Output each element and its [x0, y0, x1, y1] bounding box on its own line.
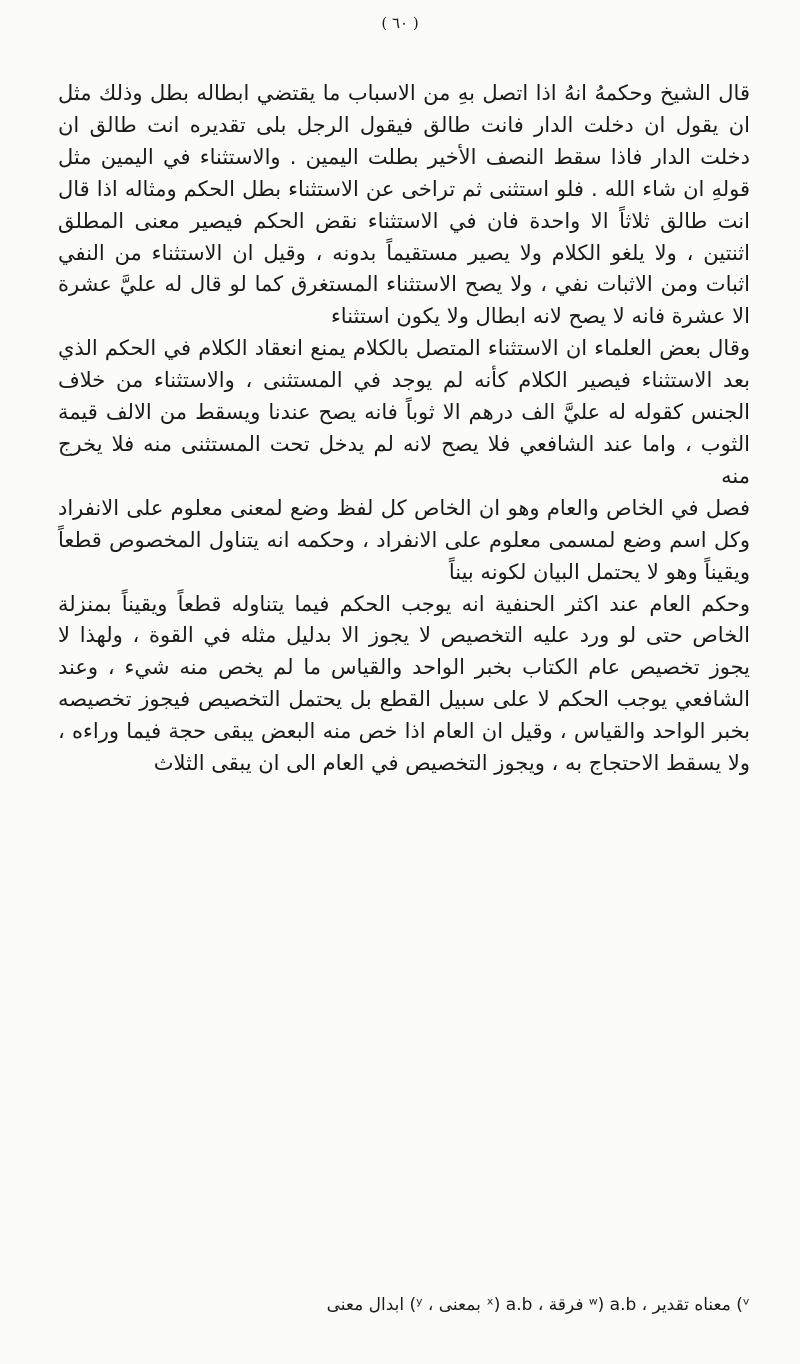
page-number: ( ٦٠ ) [381, 14, 419, 32]
paragraph: قال الشيخ وحكمهُ انهُ اذا اتصل بهِ من الاسباب ما يقتضي ابطاله بطل وذلك مثل ان يقول ان دخلت الدار فانت طالق فيقول الرجل بلى تقديره انت طالق ان دخلت الدار فاذا سقط النصف الأخير بطلت اليمين . والاستثناء في اليمين مثل قولهِ ان شاء الله . فلو استثنى ثم تراخى عن الاستثناء بطل الحكم ومثاله اذا قال انت طالق ثلاثاً الا واحدة فان في الاستثناء نقض الحكم فيصير معنى المطلق اثنتين ، ولا يلغو الكلام ولا يصير مستقيماً بدونه ، وقيل ان الاستثناء من النفي اثبات ومن الاثبات نفي ، ولا يصح الاستثناء المستغرق كما لو قال له عليَّ عشرة الا عشرة فانه لا يصح لانه ابطال ولا يكون استثناء [58, 81, 750, 329]
footnotes: ᵛ) معناه تقدير ، ʷ) a.b فرقة ، ˣ) a.b بمعنى ، ʸ) ابدال معنى [326, 1295, 750, 1315]
paragraph: وقال بعض العلماء ان الاستثناء المتصل بالكلام يمنع انعقاد الكلام في الحكم الذي بعد الاستثناء فيصير الكلام كأنه لم يوجد في المستثنى ، والاستثناء من خلاف الجنس كقوله له عليَّ الف درهم الا ثوباً فانه يصح عندنا ويسقط من الالف قيمة الثوب ، واما عند الشافعي فلا يصح لانه لم يدخل تحت المستثنى منه فلا يخرج منه [58, 336, 750, 488]
paragraph: فصل في الخاص والعام وهو ان الخاص كل لفظ وضع لمعنى معلوم على الانفراد وكل اسم وضع لمسمى معلوم على الانفراد ، وحكمه انه يتناول المخصوص قطعاً ويقيناً وهو لا يحتمل البيان لكونه بيناً [58, 495, 750, 584]
body-text [58, 78, 750, 780]
paragraph: وحكم العام عند اكثر الحنفية انه يوجب الحكم فيما يتناوله قطعاً ويقيناً بمنزلة الخاص حتى لو ورد عليه التخصيص لا يجوز الا بدليل مثله في القوة ، ولهذا لا يجوز تخصيص عام الكتاب بخبر الواحد والقياس ما لم يخص منه شيء ، وعند الشافعي يوجب الحكم لا على سبيل القطع بل يحتمل التخصيص فيجوز تخصيصه بخبر الواحد والقياس ، وقيل ان العام اذا خص منه البعض يبقى حجة فيما وراءه ، ولا يسقط الاحتجاج به ، ويجوز التخصيص في العام الى ان يبقى الثلاث [58, 591, 750, 776]
